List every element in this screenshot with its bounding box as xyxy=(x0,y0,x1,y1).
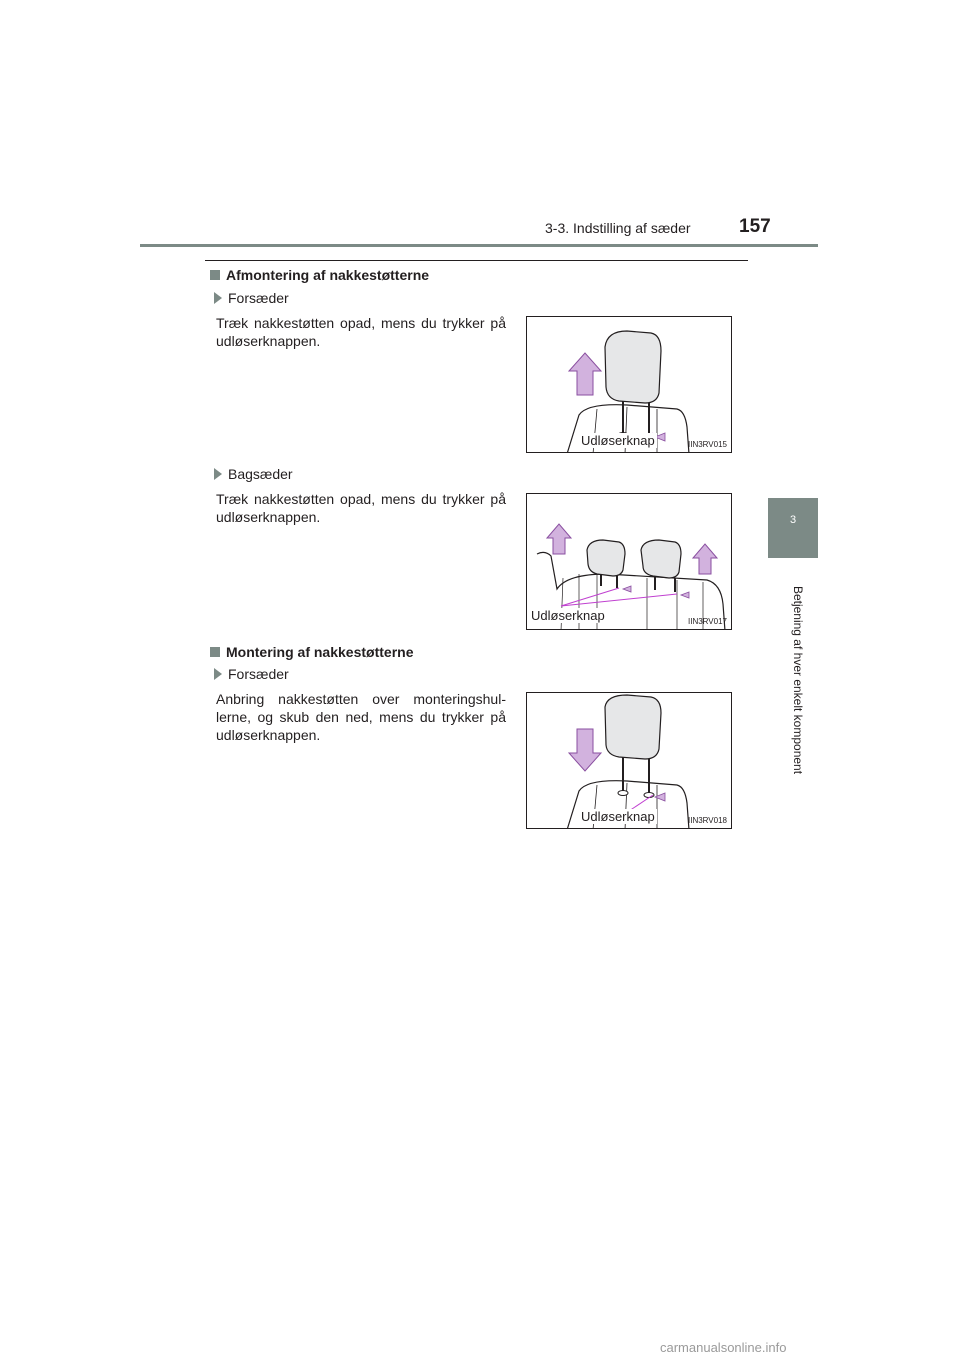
removal-rear-text: Træk nakkestøtten opad, mens du trykker på udløserknappen. xyxy=(216,491,506,525)
triangle-bullet-icon xyxy=(214,468,222,480)
figure-code: IIN3RV018 xyxy=(688,816,727,825)
figure-code: IIN3RV015 xyxy=(688,440,727,449)
chapter-title: 3-3. Indstilling af sæder xyxy=(545,220,691,236)
installation-heading xyxy=(210,644,413,660)
removal-front-label xyxy=(214,290,289,306)
removal-front-label-text: Forsæder xyxy=(228,290,289,306)
removal-heading xyxy=(210,267,429,283)
figure-callout: Udløserknap xyxy=(531,608,605,623)
installation-front-text: Anbring nakkestøtten over monteringshul-lerne, og skub den ned, mens du trykker på udløserknappen. xyxy=(216,691,506,743)
installation-front-label-text: Forsæder xyxy=(228,666,289,682)
removal-front-text: Træk nakkestøtten opad, mens du trykker på udløserknappen. xyxy=(216,315,506,349)
figure-callout: Udløserknap xyxy=(581,433,655,448)
square-bullet-icon xyxy=(210,647,220,657)
figure-front-installation xyxy=(526,692,732,829)
removal-rear-label xyxy=(214,466,293,482)
removal-rear-label-text: Bagsæder xyxy=(228,466,293,482)
figure-rear-removal xyxy=(526,493,732,630)
chapter-tab-label: Betjening af hver enkelt komponent xyxy=(791,585,805,775)
page-number: 157 xyxy=(739,216,771,237)
installation-front-label xyxy=(214,666,289,682)
installation-heading-text: Montering af nakkestøtterne xyxy=(226,644,414,660)
triangle-bullet-icon xyxy=(214,292,222,304)
removal-heading-text: Afmontering af nakkestøtterne xyxy=(226,267,430,283)
figure-code: IIN3RV017 xyxy=(688,617,727,626)
chapter-tab-number: 3 xyxy=(789,514,797,526)
watermark-text: carmanualsonline.info xyxy=(660,1340,787,1355)
triangle-bullet-icon xyxy=(214,668,222,680)
header-rule xyxy=(140,244,818,247)
section-rule xyxy=(205,260,748,261)
figure-front-removal xyxy=(526,316,732,453)
figure-callout: Udløserknap xyxy=(581,809,655,824)
square-bullet-icon xyxy=(210,270,220,280)
